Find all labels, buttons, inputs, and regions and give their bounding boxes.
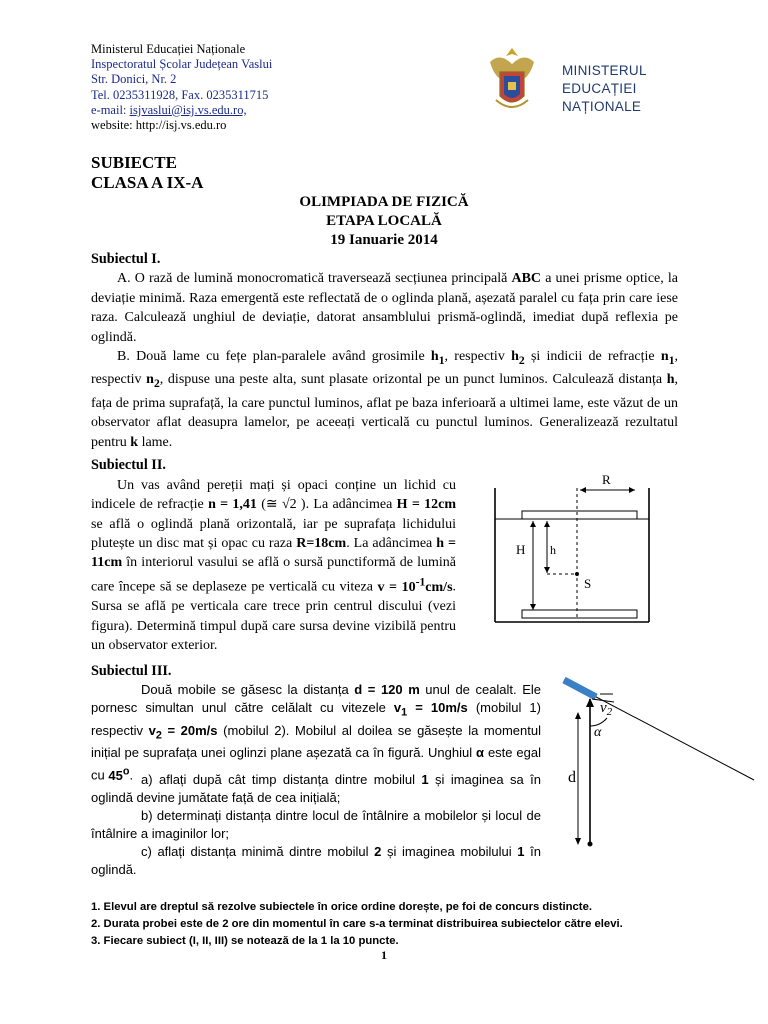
problem-1b: B. Două lame cu fețe plan-paralele având grosimile $h_1$, respectiv $h_2$ și indicii de refracție $n_1$, respectiv $n_2$, dispuse una peste alta, sunt plasate orizontal pe un punct luminos. Calculează distanța h, fața de prima suprafață, la care punctul luminos, aflat pe baza inferioară a ultimei lame, este văzut de un observator aflat deasupra lamelor, pe aceeați verticală cu punctul luminos. Generalizează rezultatul pentru k lame.: [91, 349, 679, 450]
website-line: website: http://isj.vs.edu.ro: [91, 118, 227, 133]
logo-line: EDUCAȚIEI: [562, 81, 637, 96]
label-v2: $v_2$: [600, 700, 613, 718]
problem-3-questions: [91, 771, 541, 879]
question-b: b) determinați distanța dintre locul de întâlnire a mobilelor și locul de întâlnire a imaginilor lor;: [91, 808, 541, 841]
header-line: Tel. 0235311928, Fax. 0235311715: [91, 87, 269, 102]
section-title-3: Subiectul III.: [91, 663, 172, 679]
section-title-1: Subiectul I.: [91, 251, 161, 267]
header-line: Ministerul Educației Naționale: [91, 42, 246, 56]
label-alpha: α: [594, 725, 602, 740]
label-S: S: [584, 576, 592, 591]
header-line: Str. Donici, Nr. 2: [91, 72, 177, 87]
vessel-figure: [492, 468, 662, 634]
title-line: ETAPA LOCALĂ: [326, 213, 442, 229]
mirror-figure: [556, 672, 756, 862]
logo-line: NAȚIONALE: [562, 99, 642, 114]
header-line: Inspectoratul Școlar Județean Vaslui: [91, 57, 273, 72]
exam-rules: [91, 899, 623, 950]
page-number: 1: [381, 948, 387, 962]
heading-line: CLASA A IX-A: [91, 173, 204, 192]
label-d: d: [568, 769, 576, 786]
rule-2: 2. Durata probei este de 2 ore din momentul în care s-a terminat distribuirea subiectelor către elevi.: [91, 918, 623, 930]
logo-text: [562, 62, 647, 116]
problem-1a: A. O rază de lumină monocromatică traversează secțiunea principală ABC a unei prisme optice, la deviație minimă. Raza emergentă este reflectată de o oglinda plană, așezată paralel cu fața prin care iese raza. Calculează unghiul de deviație, datorat ansamblului prismă-oglindă, imediat după reflexia pe oglindă.: [91, 271, 678, 345]
plane-mirror: [522, 610, 637, 618]
question-a: a) aflați după cât timp distanța dintre mobilul 1 și imaginea sa în oglindă devine jumătate față de cea inițială;: [91, 772, 541, 805]
institution-header: [91, 42, 272, 133]
rule-1: 1. Elevul are dreptul să rezolve subiectele în orice ordine dorește, pe foi de concurs distincte.: [91, 901, 592, 913]
label-R: R: [602, 472, 611, 487]
light-source-point: [575, 572, 579, 576]
logo-line: MINISTERUL: [562, 63, 647, 78]
question-c: c) aflați distanța minimă dintre mobilul 2 și imaginea mobilului 1 în oglindă.: [91, 844, 541, 877]
mobile-1-point: [588, 842, 593, 847]
email-link[interactable]: isjvaslui@isj.vs.edu.ro,: [129, 102, 247, 117]
problem-2: Un vas având pereții mați și opaci conține un lichid cu indicele de refracție n = 1,41 (≅ √2 ). La adâncimea H = 12cm se află o oglindă plană orizontală, iar pe suprafața lichidului plutește un disc mat și opac cu raza R=18cm. La adâncimea h = 11cm în interiorul vasului se află o sursă punctiformă de lumină care începe să se deplaseze pe verticală cu viteza $v = 10^{-1}cm/s$. Sursa se află pe verticala care trece prin centrul discului (vezi figura). Determină timpul după care sursa devine vizibilă pentru un observator exterior.: [91, 478, 457, 654]
mirror-surface: [564, 680, 596, 697]
title-line: OLIMPIADA DE FIZICĂ: [299, 194, 469, 210]
opaque-disc: [522, 511, 637, 519]
problem-3: Două mobile se găsesc la distanța d = 120 m unul de cealalt. Ele pornesc simultan unul către celălalt cu vitezele $v_1 = 10m/s$ (mobilul 1) respectiv $v_2 = 20m/s$ (mobilul 2). Mobilul al doilea se găsește la momentul inițial pe suprafața unei oglinzi plane așezată ca în figură. Unghiul α este egal cu 45$^o$.: [91, 682, 542, 783]
coat-of-arms-icon: [482, 42, 542, 122]
section-title-2: Subiectul II.: [91, 457, 166, 473]
label-H: H: [516, 542, 526, 557]
document-heading: [91, 153, 203, 193]
rule-3: 3. Fiecare subiect (I, II, III) se notează de la 1 la 10 puncte.: [91, 935, 399, 947]
title-date: 19 Ianuarie 2014: [330, 232, 438, 248]
olympiad-title: [0, 193, 768, 250]
heading-line: SUBIECTE: [91, 153, 177, 172]
ministry-logo: [482, 42, 692, 132]
label-h: h: [550, 543, 556, 557]
email-line: e-mail: isjvaslui@isj.vs.edu.ro,: [91, 102, 247, 117]
